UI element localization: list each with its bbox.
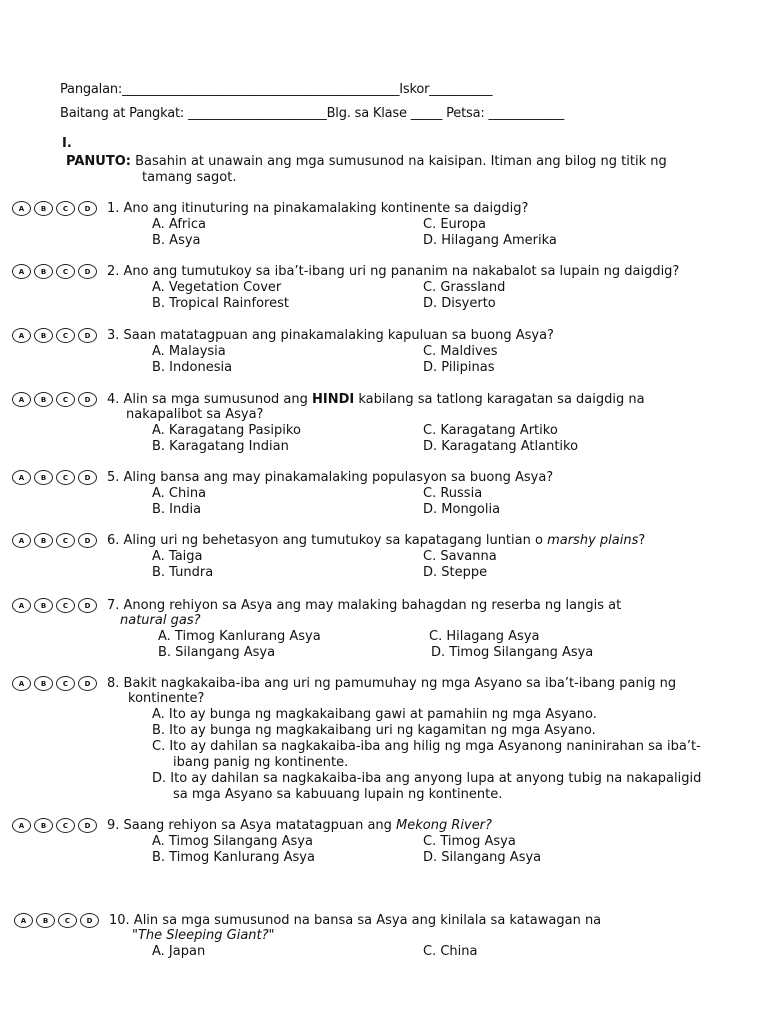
bubble-c[interactable]: C [56,533,75,548]
question-stem: 5. Aling bansa ang may pinakamalaking populasyon sa buong Asya? [107,470,554,485]
question-stem-cont: kontinente? [128,691,205,706]
bubble-d[interactable]: D [78,264,97,279]
choice-c: C. Russia [423,486,483,501]
choice-a: A. China [152,486,207,501]
bubble-c[interactable]: C [56,470,75,485]
question-stem: 8. Bakit nagkakaiba-iba ang uri ng pamumuhay ng mga Asyano sa iba’t-ibang panig ng [107,676,677,691]
stem-part: kabilang sa tatlong karagatan sa daigdig na [354,392,645,407]
bubble-c[interactable]: C [56,676,75,691]
answer-bubbles [12,328,97,343]
question-stem: 10. Alin sa mga sumusunod na bansa sa Asya ang kinilala sa katawagan na [109,913,602,928]
bubble-b[interactable]: B [34,818,53,833]
bubble-d[interactable]: D [80,913,99,928]
bubble-d[interactable]: D [78,533,97,548]
choice-a: A. Karagatang Pasipiko [152,423,301,438]
bubble-b[interactable]: B [34,392,53,407]
answer-bubbles [14,913,99,928]
choice-c: C. Hilagang Asya [429,629,540,644]
bubble-c[interactable]: C [56,818,75,833]
choice-d: D. Silangang Asya [423,850,542,865]
bubble-d[interactable]: D [78,676,97,691]
answer-bubbles [12,598,97,613]
choice-d: D. Pilipinas [423,360,495,375]
bubble-c[interactable]: C [56,392,75,407]
bubble-b[interactable]: B [34,201,53,216]
answer-bubbles [12,264,97,279]
answer-bubbles [12,676,97,691]
section-number: I. [62,136,72,151]
answer-bubbles [12,818,97,833]
choice-d: D. Mongolia [423,502,501,517]
bubble-a[interactable]: A [12,201,31,216]
choice-b: B. India [152,502,202,517]
choice-a: A. Malaysia [152,344,226,359]
choice-a: A. Africa [152,217,207,232]
choice-b: B. Tropical Rainforest [152,296,289,311]
bubble-a[interactable]: A [12,470,31,485]
instructions-text-cont: tamang sagot. [142,170,237,185]
choice-d: D. Steppe [423,565,488,580]
choice-b: B. Silangang Asya [158,645,276,660]
bubble-d[interactable]: D [78,598,97,613]
choice-b: B. Karagatang Indian [152,439,289,454]
stem-italic: "The Sleeping Giant?" [132,928,275,943]
question-stem: 7. Anong rehiyon sa Asya ang may malaking bahagdan ng reserba ng langis at [107,598,622,613]
choice-b: B. Asya [152,233,201,248]
bubble-c[interactable]: C [56,264,75,279]
question-stem-cont [132,928,275,944]
instructions-label: PANUTO: [66,154,131,169]
bubble-a[interactable]: A [12,598,31,613]
name-score-line: Pangalan:____________________________________________Iskor__________ [60,82,493,97]
choice-b: B. Ito ay bunga ng magkakaibang uri ng kagamitan ng mga Asyano. [152,723,596,738]
bubble-a[interactable]: A [12,264,31,279]
choice-d: D. Timog Silangang Asya [431,645,594,660]
question-stem [107,392,727,408]
bubble-a[interactable]: A [12,328,31,343]
choice-c: C. Europa [423,217,487,232]
stem-italic: Mekong River? [396,818,492,833]
bubble-c[interactable]: C [56,201,75,216]
choice-d-cont: sa mga Asyano sa kabuuang lupain ng kontinente. [173,787,503,802]
stem-italic: marshy plains [547,533,639,548]
answer-bubbles [12,201,97,216]
choice-a: A. Japan [152,944,206,959]
bubble-b[interactable]: B [34,264,53,279]
question-stem: 2. Ano ang tumutukoy sa iba’t-ibang uri ng pananim na nakabalot sa lupain ng daigdig? [107,264,680,279]
bubble-d[interactable]: D [78,818,97,833]
bubble-a[interactable]: A [12,533,31,548]
choice-d: D. Ito ay dahilan sa nagkakaiba-iba ang anyong lupa at anyong tubig na nakapaligid [152,771,702,786]
question-stem: 1. Ano ang itinuturing na pinakamalaking kontinente sa daigdig? [107,201,529,216]
stem-part: ? [638,533,646,548]
choice-d: D. Karagatang Atlantiko [423,439,579,454]
choice-d: D. Disyerto [423,296,496,311]
grade-section-line: Baitang at Pangkat: ______________________Blg. sa Klase _____ Petsa: ____________ [60,106,565,121]
question-stem: 3. Saan matatagpuan ang pinakamalaking kapuluan sa buong Asya? [107,328,554,343]
bubble-b[interactable]: B [34,328,53,343]
bubble-c[interactable]: C [58,913,77,928]
stem-part: 4. Alin sa mga sumusunod ang [107,392,313,407]
stem-part: 9. Saang rehiyon sa Asya matatagpuan ang [107,818,397,833]
instructions-text: Basahin at unawain ang mga sumusunod na kaisipan. Itiman ang bilog ng titik ng [135,154,667,169]
choice-b: B. Indonesia [152,360,233,375]
bubble-c[interactable]: C [56,598,75,613]
choice-a: A. Timog Silangang Asya [152,834,313,849]
answer-bubbles [12,392,97,407]
bubble-b[interactable]: B [34,598,53,613]
question-stem [107,818,727,834]
choice-c: C. Karagatang Artiko [423,423,558,438]
choice-a: A. Timog Kanlurang Asya [158,629,321,644]
choice-c: C. China [423,944,478,959]
choice-c: C. Grassland [423,280,506,295]
stem-part: 6. Aling uri ng behetasyon ang tumutukoy sa kapatagang luntian o [107,533,548,548]
bubble-b[interactable]: B [34,676,53,691]
bubble-a[interactable]: A [12,676,31,691]
answer-bubbles [12,470,97,485]
bubble-a[interactable]: A [12,392,31,407]
question-stem [107,533,727,549]
choice-d: D. Hilagang Amerika [423,233,557,248]
bubble-b[interactable]: B [36,913,55,928]
bubble-b[interactable]: B [34,470,53,485]
stem-emphasis: HINDI [312,392,355,407]
answer-bubbles [12,533,97,548]
bubble-a[interactable]: A [14,913,33,928]
choice-c-cont: ibang panig ng kontinente. [173,755,349,770]
instructions [66,154,706,186]
choice-c: C. Timog Asya [423,834,516,849]
question-stem-cont [120,613,201,629]
choice-c: C. Ito ay dahilan sa nagkakaiba-iba ang hilig ng mga Asyanong naninirahan sa iba’t- [152,739,701,754]
bubble-d[interactable]: D [78,328,97,343]
choice-b: B. Timog Kanlurang Asya [152,850,315,865]
stem-italic: natural gas? [120,613,201,628]
choice-c: C. Maldives [423,344,498,359]
bubble-d[interactable]: D [78,201,97,216]
choice-a: A. Taiga [152,549,203,564]
choice-c: C. Savanna [423,549,497,564]
choice-a: A. Vegetation Cover [152,280,282,295]
choice-b: B. Tundra [152,565,214,580]
bubble-a[interactable]: A [12,818,31,833]
bubble-d[interactable]: D [78,470,97,485]
bubble-c[interactable]: C [56,328,75,343]
question-stem-cont: nakapalibot sa Asya? [126,407,264,422]
bubble-d[interactable]: D [78,392,97,407]
bubble-b[interactable]: B [34,533,53,548]
choice-a: A. Ito ay bunga ng magkakaibang gawi at pamahiin ng mga Asyano. [152,707,597,722]
